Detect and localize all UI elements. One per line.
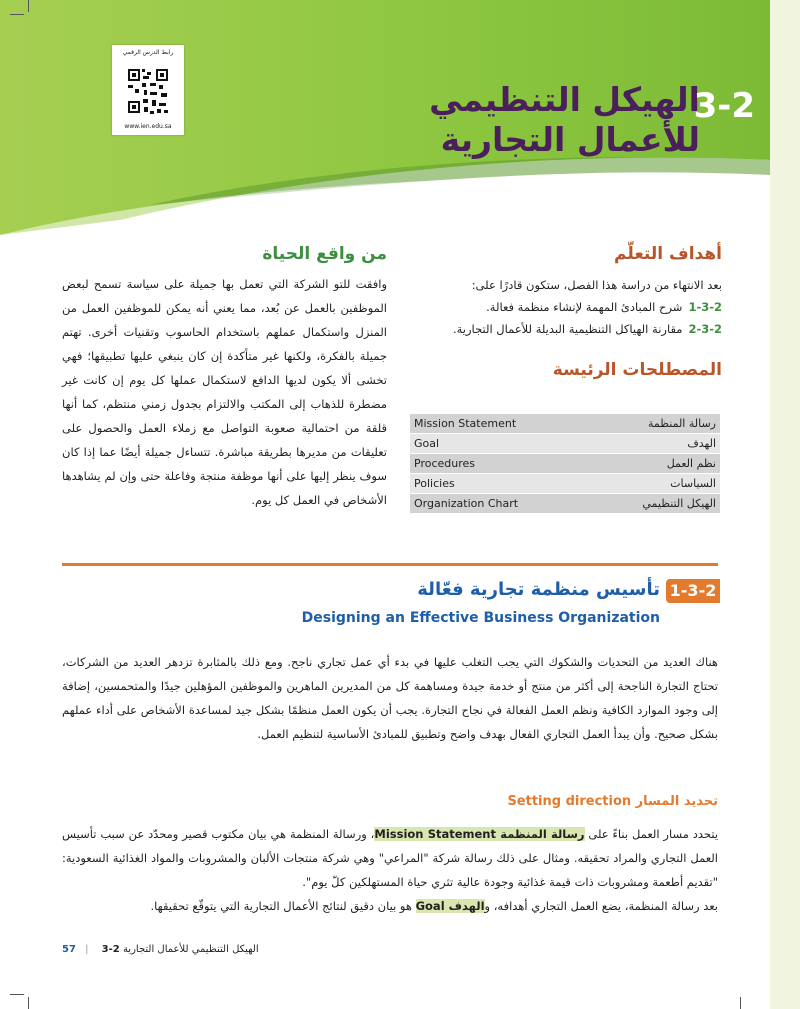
- chapter-title: الهيكل التنظيمي للأعمال التجارية: [429, 80, 700, 159]
- section-paragraph: هناك العديد من التحديات والشكوك التي يجب التغلب عليها في بدء أي عمل تجاري ناجح. ومع ذلك بالمثابرة تزدهر العديد من الشركات، تحتاج التجارة الناجحة إلى أكثر من منتج أو خدمة جيدة ومساهمة كل من المديرين الماهرين والموظفين المؤهلين جيدًا والمتحمسين، إضافة إلى وجود الموارد الكافية ونظم العمل الفعالة في نجاح التجارة. يجب أن يكون العمل منظمًا بشكل جيد لمساعدة الأشخاص على أداء عملهم بشكل صحيح. وأن يبدأ العمل التجاري الفعال بهدف واضح وتطبيق للمبادئ الأساسية لتنظيم العمل.: [62, 655, 718, 741]
- term-ar: الهدف: [448, 899, 485, 913]
- section-divider: [62, 563, 718, 566]
- qr-url: www.ien.edu.sa: [124, 123, 172, 130]
- term-ar: الهدف: [568, 434, 720, 454]
- crop-mark: [28, 0, 29, 12]
- key-term-highlight: [374, 827, 584, 841]
- term-ar: نظم العمل: [568, 454, 720, 474]
- crop-mark: [740, 997, 741, 1009]
- table-row: [410, 494, 720, 514]
- key-terms-heading: المصطلحات الرئيسة: [552, 360, 722, 380]
- term-ar: رسالة المنظمة: [500, 827, 585, 841]
- objective-item: [417, 318, 722, 340]
- subsection-paragraph-2: [62, 894, 718, 918]
- text-run: يتحدد مسار العمل بناءً على: [588, 827, 719, 841]
- section-title-en: Designing an Effective Business Organization: [301, 610, 660, 626]
- term-en: Mission Statement: [410, 414, 568, 434]
- table-row: [410, 414, 720, 434]
- footer-chapter-ref: 3-2: [101, 944, 120, 955]
- term-ar: رسالة المنظمة: [568, 414, 720, 434]
- qr-code-card[interactable]: [112, 45, 184, 135]
- crop-mark: [10, 994, 24, 995]
- qr-caption: رابط الدرس الرقمي: [122, 49, 174, 56]
- subsection-paragraph-1: [62, 822, 718, 894]
- term-ar: السياسات: [568, 474, 720, 494]
- page-footer: 57 | الهيكل التنظيمي للأعمال التجارية 3-2: [62, 944, 259, 955]
- term-en: Procedures: [410, 454, 568, 474]
- key-terms-table: [410, 414, 720, 514]
- objectives-intro: بعد الانتهاء من دراسة هذا الفصل، ستكون قادرًا على:: [471, 278, 722, 292]
- text-run: بعد رسالة المنظمة، يضع العمل التجاري أهدافه، و: [484, 899, 718, 913]
- term-en: Policies: [410, 474, 568, 494]
- real-life-heading: من واقع الحياة: [262, 244, 387, 264]
- real-life-text: وافقت للتو الشركة التي تعمل بها جميلة على سياسة تسمح لبعض الموظفين بالعمل عن بُعد، مما يعني أنه يمكن للموظفين العمل من المنزل واستكمال عملهم باستخدام الحاسوب وتقنيات أخرى. تهتم جميلة بالفكرة، ولكنها غير متأكدة إن كان ينبغي عليها تطبيقها؛ فهي تخشى ألا يكون لديها الدافع لاستكمال عملها كل يوم إن كانت غير مضطرة للذهاب إلى المكتب والالتزام بجدول زمني منتظم، كما أنها قلقة من احتمالية صعوبة التواصل مع زملاء العمل والحصول على تعليقات من مديرها بطريقة مباشرة. تتساءل جميلة أيضًا عما إذا كان سوف ينظر إليها على أنها موظفة منتجة وفاعلة حتى وإن لم يشاهدها الأشخاص في العمل كل يوم.: [62, 277, 387, 507]
- section-number-badge: 1-3-2: [666, 579, 720, 603]
- chapter-number: 3-2: [693, 86, 755, 126]
- table-row: [410, 434, 720, 454]
- table-row: [410, 474, 720, 494]
- section-title-ar: تأسيس منظمة تجارية فعّالة: [417, 579, 660, 600]
- term-en: Goal: [410, 434, 568, 454]
- objective-item: [417, 296, 722, 318]
- text-run: ، ورسالة المنظمة هي بيان مكتوب قصير ومحدّد عن سبب تأسيس العمل التجاري والمراد تحقيقه. ومثال على ذلك رسالة شركة "المراعي" وهي شركة منتجات الألبان والمشروبات والمواد الغذائية السعودية: "تقديم أطعمة ومشروبات ذات قيمة غذائية وجودة عالية تثري حياة المستهلكين كلّ يوم".: [62, 827, 718, 889]
- subsection-heading-ar: تحديد المسار: [635, 794, 718, 809]
- term-ar: الهيكل التنظيمي: [568, 494, 720, 514]
- objectives-heading: أهداف التعلّم: [614, 244, 722, 264]
- crop-mark: [10, 14, 24, 15]
- objective-number: 2-3-2: [688, 322, 722, 336]
- page-number: 57: [62, 944, 76, 955]
- table-row: [410, 454, 720, 474]
- qr-code-icon: [126, 61, 170, 119]
- text-run: هو بيان دقيق لنتائج الأعمال التجارية التي يتوقّع تحقيقها.: [150, 899, 412, 913]
- subsection-heading: [318, 794, 718, 809]
- objective-text: شرح المبادئ المهمة لإنشاء منظمة فعالة.: [486, 300, 683, 314]
- learning-objectives: [417, 244, 722, 380]
- objective-number: 1-3-2: [688, 300, 722, 314]
- term-en: Goal: [415, 899, 445, 913]
- subsection-heading-en: Setting direction: [507, 794, 632, 809]
- key-term-highlight: [416, 899, 485, 913]
- objective-text: مقارنة الهياكل التنظيمية البديلة للأعمال التجارية.: [452, 322, 683, 336]
- page-side-band: [770, 0, 800, 1009]
- crop-mark: [28, 997, 29, 1009]
- real-life-box: [62, 244, 387, 512]
- footer-chapter-title: الهيكل التنظيمي للأعمال التجارية: [122, 944, 259, 955]
- term-en: Mission Statement: [374, 827, 496, 841]
- term-en: Organization Chart: [410, 494, 568, 514]
